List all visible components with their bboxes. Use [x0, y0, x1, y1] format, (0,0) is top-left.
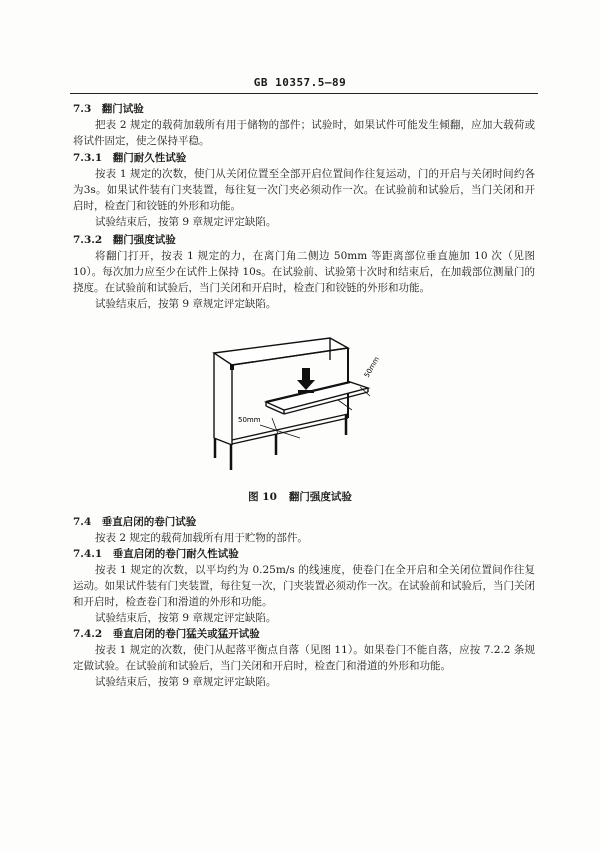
figure-number: 图 10 — [248, 491, 277, 503]
paragraph: 试验结束后，按第 9 章规定评定缺陷。 — [95, 676, 277, 688]
paragraph: 按表 1 规定的次数，使门从关闭位置至全部开启位置间作往复运动，门的开启与关闭时间约各为3s。如果试件装有门夹装置，每往复一次门夹必须动作一次。在试验前和试验后，当门关闭和开启时，检查门和铰链的外形和功能。 — [73, 168, 535, 212]
section-heading: 7.3 翻门试验 — [73, 103, 144, 115]
section-7-3-1 — [73, 150, 535, 230]
paragraph: 试验结束后，按第 9 章规定评定缺陷。 — [95, 216, 277, 228]
figure-drop-door-test — [200, 330, 400, 475]
paragraph: 将翻门打开，按表 1 规定的力，在离门角二侧边 50mm 等距离部位垂直施加 10 次（见图 10）。每次加力应至少在试件上保持 10s。在试验前、试验第十次时和结束后，在加载部位测量门的挠度。在试验前和试验后，当门关闭和开启时，检查门和铰链的外形和功能。 — [73, 250, 535, 294]
section-7-3-2 — [73, 232, 535, 312]
figure-title: 翻门强度试验 — [288, 491, 352, 503]
header-rule — [70, 93, 538, 94]
page-header: GB 10357.5—89 — [253, 76, 347, 89]
section-heading: 7.3.2 翻门强度试验 — [73, 234, 176, 246]
paragraph: 试验结束后，按第 9 章规定评定缺陷。 — [95, 612, 277, 624]
section-7-4 — [73, 514, 535, 546]
section-heading: 7.4.2 垂直启闭的卷门猛关或猛开试验 — [73, 628, 260, 640]
paragraph: 把表 2 规定的载荷加载所有用于储物的部件；试验时，如果试件可能发生倾翻，应加大载荷或将试件固定，使之保持平稳。 — [73, 119, 535, 147]
section-heading: 7.4 垂直启闭的卷门试验 — [73, 516, 197, 528]
section-heading: 7.3.1 翻门耐久性试验 — [73, 152, 187, 164]
figure-caption — [0, 489, 600, 504]
paragraph: 按表 1 规定的次数，以平均约为 0.25m/s 的线速度，使卷门在全开启和全关闭位置间作往复运动。如果试件装有门夹装置，每往复一次，门夹装置必须动作一次。在试验前和试验后，当门关闭和开启时，检查卷门和滑道的外形和功能。 — [73, 564, 535, 608]
paragraph: 按表 1 规定的次数，使门从起落平衡点自落（见图 11）。如果卷门不能自落，应按 7.2.2 条规定做试验。在试验前和试验后，当门关闭和开启时，检查门和滑道的外形和功能。 — [73, 644, 535, 672]
section-7-4-1 — [73, 546, 535, 626]
dimension-label-right: 50mm — [362, 355, 382, 379]
section-7-4-2 — [73, 626, 535, 690]
paragraph: 按表 2 规定的载荷加载所有用于贮物的部件。 — [95, 532, 308, 544]
dimension-label-left: 50mm — [238, 416, 261, 424]
section-heading: 7.4.1 垂直启闭的卷门耐久性试验 — [73, 548, 239, 560]
section-7-3 — [73, 101, 535, 149]
paragraph: 试验结束后，按第 9 章规定评定缺陷。 — [95, 298, 277, 310]
